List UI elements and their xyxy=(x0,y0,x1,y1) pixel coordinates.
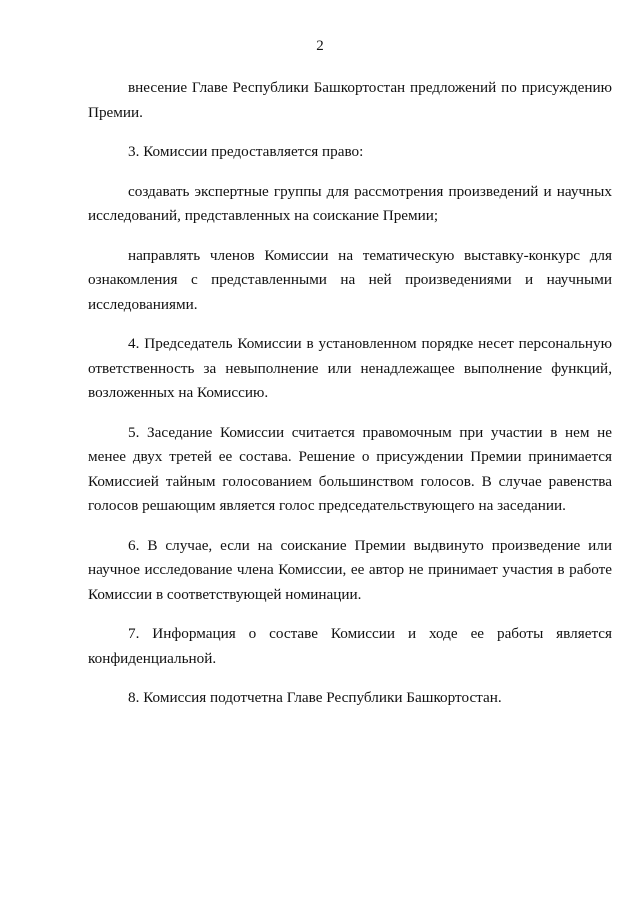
page-number: 2 xyxy=(316,38,324,54)
document-body xyxy=(88,76,612,726)
paragraph-conflict-of-interest: 6. В случае, если на соискание Премии выдвинуто произведение или научное исследование члена Комиссии, ее автор не принимает участия в работе Комиссии в соответствующей номинации. xyxy=(88,536,612,603)
paragraph-expert-groups: создавать экспертные группы для рассмотрения произведений и научных исследований, представленных на соискание Премии; xyxy=(88,182,612,224)
paragraph-exhibition: направлять членов Комиссии на тематическую выставку-конкурс для ознакомления с представленными на ней произведениями и научными исследованиями. xyxy=(88,246,612,313)
paragraph-accountability: 8. Комиссия подотчетна Главе Республики Башкортостан. xyxy=(128,689,502,706)
paragraph-meeting-quorum: 5. Заседание Комиссии считается правомочным при участии в нем не менее двух третей ее состава. Решение о присуждении Премии принимается Комиссией тайным голосованием большинством голосов. В случае равенства голосов решающим является голос председательствующего на заседании. xyxy=(88,423,612,514)
paragraph-rights: 3. Комиссии предоставляется право: xyxy=(128,143,364,160)
paragraph-submission: внесение Главе Республики Башкортостан предложений по присуждению Премии. xyxy=(88,79,612,121)
paragraph-confidentiality: 7. Информация о составе Комиссии и ходе ее работы является конфиденциальной. xyxy=(88,625,612,667)
paragraph-chairman: 4. Председатель Комиссии в установленном порядке несет персональную ответственность за невыполнение или ненадлежащее выполнение функций, возложенных на Комиссию. xyxy=(88,335,612,401)
